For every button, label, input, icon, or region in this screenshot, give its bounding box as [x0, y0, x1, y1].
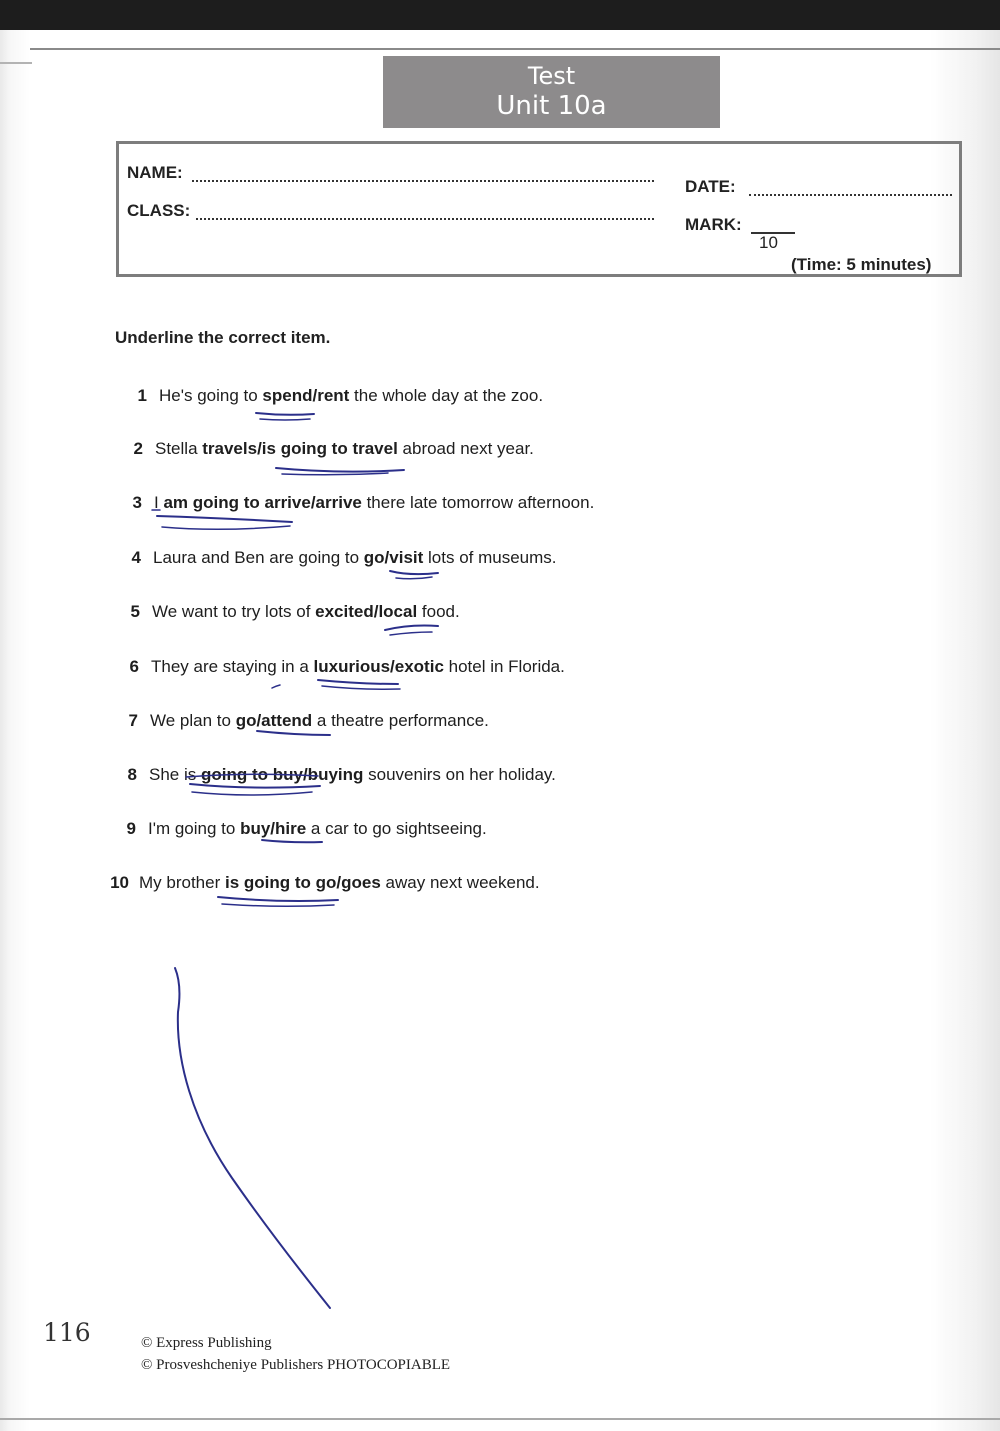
question-text-before: I — [154, 493, 164, 512]
question-text-before: We plan to — [150, 711, 236, 730]
answer-options[interactable]: am going to arrive/arrive — [163, 493, 362, 512]
question-number: 7 — [128, 711, 138, 730]
answer-options[interactable]: go/visit — [363, 548, 424, 567]
answer-options[interactable]: excited/local — [315, 602, 418, 621]
answer-options[interactable]: going to buy/buying — [200, 765, 364, 784]
question-item — [117, 547, 557, 569]
question-number: 6 — [129, 657, 139, 676]
question-item — [119, 438, 534, 460]
question-text-before: We want to try lots of — [152, 602, 316, 621]
page-edge-line — [30, 48, 1000, 50]
question-text-before: Stella — [155, 439, 203, 458]
question-text-after: hotel in Florida. — [443, 657, 565, 676]
question-item — [114, 710, 489, 732]
copyright-line: © Express Publishing — [141, 1335, 272, 1351]
answer-options[interactable]: luxurious/exotic — [313, 657, 444, 676]
question-item — [112, 818, 487, 840]
question-text-after: a theatre performance. — [312, 711, 489, 730]
page-number: 116 — [43, 1318, 91, 1347]
question-text-after: a car to go sightseeing. — [306, 819, 487, 838]
scanner-top-border — [0, 0, 1000, 30]
title-banner — [383, 56, 720, 128]
question-text-before: Laura and Ben are going to — [153, 548, 364, 567]
answer-options[interactable]: is going to go/goes — [224, 873, 381, 892]
answer-options[interactable]: go/attend — [235, 711, 313, 730]
answer-options[interactable]: travels/is going to travel — [202, 439, 398, 458]
question-text-before: She is — [149, 765, 201, 784]
mark-total: 10 — [759, 233, 778, 252]
question-number: 2 — [133, 439, 143, 458]
question-text-after: souvenirs on her holiday. — [363, 765, 556, 784]
question-item — [116, 601, 460, 623]
question-text-after: there late tomorrow afternoon. — [361, 493, 595, 512]
student-info-box — [116, 141, 962, 277]
page-edge-line — [0, 62, 32, 64]
question-number: 8 — [127, 765, 137, 784]
question-text-after: lots of museums. — [423, 548, 557, 567]
instruction: Underline the correct item. — [115, 328, 331, 347]
question-text-before: I'm going to — [148, 819, 241, 838]
answer-options[interactable]: buy/hire — [240, 819, 307, 838]
question-number: 4 — [131, 548, 141, 567]
question-text-before: He's going to — [159, 386, 263, 405]
question-item — [123, 385, 543, 407]
question-text-after: abroad next year. — [397, 439, 534, 458]
question-number: 3 — [132, 493, 142, 512]
test-title: Test — [527, 62, 576, 90]
question-text-after: away next weekend. — [380, 873, 540, 892]
question-text-after: food. — [417, 602, 460, 621]
question-number: 9 — [126, 819, 136, 838]
answer-options[interactable]: spend/rent — [262, 386, 350, 405]
question-number: 10 — [110, 873, 129, 892]
question-number: 1 — [137, 386, 147, 405]
question-item — [113, 764, 556, 786]
class-label: CLASS: — [127, 201, 191, 220]
date-field[interactable] — [749, 192, 952, 196]
time-note: (Time: 5 minutes) — [791, 255, 932, 274]
question-text-before: They are staying in a — [151, 657, 314, 676]
name-label: NAME: — [127, 163, 183, 182]
question-text-before: My brother — [139, 873, 225, 892]
unit-title: Unit 10a — [496, 91, 607, 121]
date-label: DATE: — [685, 177, 736, 196]
class-field[interactable] — [196, 216, 654, 220]
mark-label: MARK: — [685, 215, 742, 234]
question-item — [118, 492, 594, 514]
name-field[interactable] — [192, 178, 654, 182]
question-item — [101, 872, 540, 894]
copyright-line: © Prosveshcheniye Publishers PHOTOCOPIABLE — [141, 1357, 451, 1373]
question-text-after: the whole day at the zoo. — [349, 386, 544, 405]
page-bottom-edge — [0, 1418, 1000, 1420]
question-item — [115, 656, 565, 678]
question-number: 5 — [130, 602, 140, 621]
